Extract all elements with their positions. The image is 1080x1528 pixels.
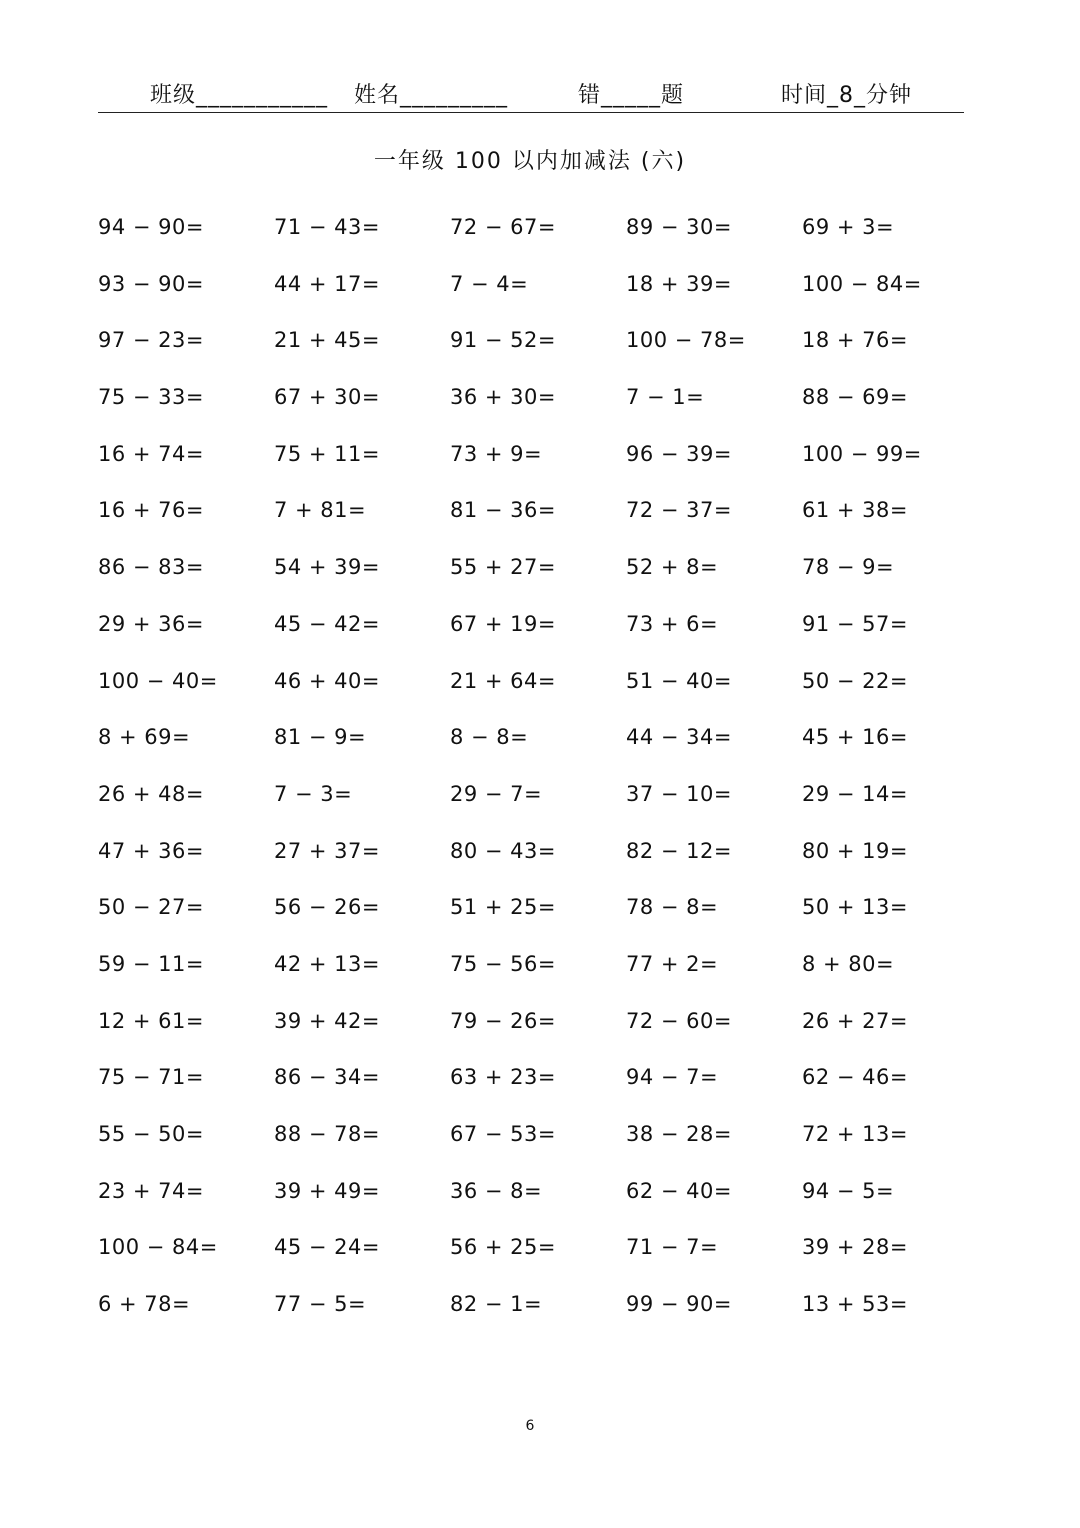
math-problem: 7 − 1= [626, 385, 705, 410]
math-problem: 75 − 56= [450, 951, 556, 976]
math-problem: 72 − 37= [626, 498, 732, 523]
math-problem: 67 − 53= [450, 1122, 556, 1146]
math-problem: 73 + 9= [450, 441, 543, 466]
math-problem: 89 − 30= [626, 215, 732, 239]
math-problem: 81 − 9= [274, 725, 367, 750]
math-problem: 39 + 49= [274, 1178, 380, 1203]
problem-row [98, 442, 978, 499]
math-problem: 78 − 9= [802, 555, 895, 580]
math-problem: 18 + 76= [802, 328, 908, 353]
math-problem: 72 + 13= [802, 1122, 908, 1146]
math-problem: 72 − 67= [450, 215, 556, 239]
math-problem: 12 + 61= [98, 1008, 204, 1033]
math-problem: 47 + 36= [98, 838, 204, 863]
math-problem: 80 + 19= [802, 838, 908, 863]
math-problem: 78 − 8= [626, 895, 719, 920]
problem-row [98, 782, 978, 839]
math-problem: 44 − 34= [626, 725, 732, 750]
problem-row [98, 1065, 978, 1122]
math-problem: 13 + 53= [802, 1292, 908, 1317]
math-problem: 91 − 52= [450, 328, 556, 353]
math-problem: 96 − 39= [626, 441, 732, 466]
problem-row [98, 272, 978, 329]
math-problem: 100 − 78= [626, 328, 746, 353]
math-problem: 69 + 3= [802, 215, 895, 239]
math-problem: 45 − 42= [274, 611, 380, 636]
problem-row [98, 952, 978, 1009]
math-problem: 45 + 16= [802, 725, 908, 750]
math-problem: 77 − 5= [274, 1292, 367, 1317]
math-problem: 56 − 26= [274, 895, 380, 920]
math-problem: 7 + 81= [274, 498, 367, 523]
math-problem: 86 − 83= [98, 555, 204, 580]
math-problem: 94 − 5= [802, 1178, 895, 1203]
worksheet-title: 一年级 100 以内加减法 (六) [373, 149, 687, 174]
math-problem: 36 − 8= [450, 1178, 543, 1203]
problem-row [98, 895, 978, 952]
problem-row [98, 1235, 978, 1292]
time-field: 时间_8_分钟 [781, 83, 912, 108]
math-problem: 72 − 60= [626, 1008, 732, 1033]
math-problem: 7 − 3= [274, 781, 353, 806]
math-problem: 94 − 7= [626, 1065, 719, 1090]
math-problem: 8 + 69= [98, 725, 191, 750]
problem-row [98, 725, 978, 782]
math-problem: 63 + 23= [450, 1065, 556, 1090]
math-problem: 29 − 7= [450, 781, 543, 806]
math-problem: 18 + 39= [626, 271, 732, 296]
problem-row [98, 385, 978, 442]
problem-row [98, 215, 978, 272]
problem-row [98, 669, 978, 726]
math-problem: 29 − 14= [802, 781, 908, 806]
header-divider [98, 112, 964, 113]
math-problem: 82 − 12= [626, 838, 732, 863]
math-problem: 16 + 76= [98, 498, 204, 523]
math-problem: 88 − 69= [802, 385, 908, 410]
math-problem: 54 + 39= [274, 555, 380, 580]
problem-row [98, 1009, 978, 1066]
math-problem: 100 − 99= [802, 441, 922, 466]
math-problem: 62 − 46= [802, 1065, 908, 1090]
problem-row [98, 328, 978, 385]
math-problem: 29 + 36= [98, 611, 204, 636]
math-problem: 45 − 24= [274, 1235, 380, 1260]
math-problem: 21 + 45= [274, 328, 380, 353]
math-problem: 62 − 40= [626, 1178, 732, 1203]
math-problem: 77 + 2= [626, 951, 719, 976]
math-problem: 61 + 38= [802, 498, 908, 523]
math-problem: 26 + 27= [802, 1008, 908, 1033]
name-field: 姓名_________ [354, 83, 509, 108]
math-problem: 67 + 30= [274, 385, 380, 410]
worksheet-header [98, 78, 964, 112]
problem-row [98, 1292, 978, 1349]
math-problem: 50 − 22= [802, 668, 908, 693]
errors-field: 错_____题 [578, 83, 685, 108]
math-problem: 79 − 26= [450, 1008, 556, 1033]
math-problem: 75 − 33= [98, 385, 204, 410]
math-problem: 8 + 80= [802, 951, 895, 976]
math-problem: 59 − 11= [98, 951, 204, 976]
math-problem: 55 + 27= [450, 555, 556, 580]
math-problem: 100 − 40= [98, 668, 218, 693]
math-problem: 86 − 34= [274, 1065, 380, 1090]
problem-row [98, 498, 978, 555]
math-problem: 81 − 36= [450, 498, 556, 523]
math-problem: 39 + 42= [274, 1008, 380, 1033]
math-problem: 52 + 8= [626, 555, 719, 580]
math-problem: 71 − 43= [274, 215, 380, 239]
math-problem: 46 + 40= [274, 668, 380, 693]
math-problem: 16 + 74= [98, 441, 204, 466]
math-problem: 38 − 28= [626, 1122, 732, 1146]
math-problem: 91 − 57= [802, 611, 908, 636]
math-problem: 75 − 71= [98, 1065, 204, 1090]
math-problem: 50 − 27= [98, 895, 204, 920]
math-problem: 93 − 90= [98, 271, 204, 296]
math-problem: 88 − 78= [274, 1122, 380, 1146]
problem-grid [98, 215, 978, 1349]
math-problem: 67 + 19= [450, 611, 556, 636]
math-problem: 6 + 78= [98, 1292, 191, 1317]
page-number: 6 [525, 1418, 535, 1434]
math-problem: 97 − 23= [98, 328, 204, 353]
math-problem: 100 − 84= [98, 1235, 218, 1260]
math-problem: 23 + 74= [98, 1178, 204, 1203]
math-problem: 100 − 84= [802, 271, 922, 296]
problem-row [98, 1122, 978, 1179]
math-problem: 37 − 10= [626, 781, 732, 806]
math-problem: 44 + 17= [274, 271, 380, 296]
math-problem: 55 − 50= [98, 1122, 204, 1146]
problem-row [98, 839, 978, 896]
math-problem: 27 + 37= [274, 838, 380, 863]
math-problem: 94 − 90= [98, 215, 204, 239]
problem-row [98, 612, 978, 669]
math-problem: 71 − 7= [626, 1235, 719, 1260]
math-problem: 80 − 43= [450, 838, 556, 863]
math-problem: 75 + 11= [274, 441, 380, 466]
math-problem: 39 + 28= [802, 1235, 908, 1260]
math-problem: 51 + 25= [450, 895, 556, 920]
math-problem: 56 + 25= [450, 1235, 556, 1260]
math-problem: 73 + 6= [626, 611, 719, 636]
math-problem: 51 − 40= [626, 668, 732, 693]
class-field: 班级___________ [150, 83, 329, 108]
math-problem: 36 + 30= [450, 385, 556, 410]
math-problem: 42 + 13= [274, 951, 380, 976]
math-problem: 99 − 90= [626, 1292, 732, 1317]
math-problem: 8 − 8= [450, 725, 529, 750]
problem-row [98, 555, 978, 612]
math-problem: 7 − 4= [450, 271, 529, 296]
math-problem: 21 + 64= [450, 668, 556, 693]
problem-row [98, 1179, 978, 1236]
math-problem: 26 + 48= [98, 781, 204, 806]
math-problem: 82 − 1= [450, 1292, 543, 1317]
math-problem: 50 + 13= [802, 895, 908, 920]
